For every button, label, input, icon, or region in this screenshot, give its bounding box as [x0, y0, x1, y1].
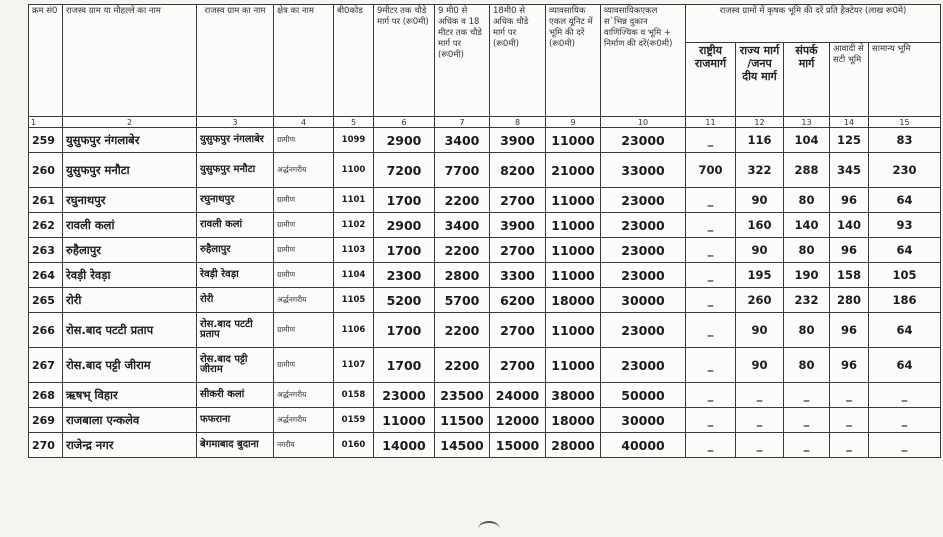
- cell-agri-rate-nh: _: [686, 383, 736, 408]
- header-bcode: बी0कोड: [334, 5, 374, 117]
- col-number: 14: [830, 117, 869, 128]
- cell-rate-road-9-18m: 3400: [435, 128, 490, 153]
- cell-bcode: 1102: [334, 213, 374, 238]
- col-number: 13: [784, 117, 830, 128]
- cell-agri-rate-link: 80: [784, 188, 830, 213]
- cell-revenue-village-name: रेवड़ी रेवड़ा: [197, 263, 274, 288]
- cell-agri-rate-link: 140: [784, 213, 830, 238]
- cell-agri-rate-nh: _: [686, 188, 736, 213]
- cell-rate-road-9-18m: 11500: [435, 408, 490, 433]
- cell-area-type: ग्रामीण: [274, 188, 334, 213]
- cell-bcode: 0158: [334, 383, 374, 408]
- cell-serial-number: 265: [29, 288, 63, 313]
- table-row: [29, 348, 941, 383]
- cell-area-type: ग्रामीण: [274, 348, 334, 383]
- cell-serial-number: 261: [29, 188, 63, 213]
- cell-bcode: 1104: [334, 263, 374, 288]
- col-number: 6: [374, 117, 435, 128]
- cell-agri-rate-link: 80: [784, 313, 830, 348]
- header-road-9m: 9मीटर तक चौडे मार्ग पर (रू0मी): [374, 5, 435, 117]
- cell-revenue-village-name: रघुनाथपुर: [197, 188, 274, 213]
- cell-village-name: रेवड़ी रेवड़ा: [63, 263, 197, 288]
- cell-rate-road-9m: 11000: [374, 408, 435, 433]
- cell-village-name: ऋषभ् विहार: [63, 383, 197, 408]
- cell-rate-road-9m: 1700: [374, 313, 435, 348]
- cell-agri-rate-sh: _: [736, 433, 784, 458]
- cell-rate-commercial: 18000: [546, 288, 601, 313]
- cell-agri-rate-general: _: [869, 433, 941, 458]
- cell-rate-road-18m: 24000: [490, 383, 546, 408]
- col-number: 1: [29, 117, 63, 128]
- cell-agri-rate-abadi: 96: [830, 348, 869, 383]
- cell-rate-road-9m: 2300: [374, 263, 435, 288]
- cell-village-name: रोस.बाद पटटी प्रताप: [63, 313, 197, 348]
- cell-revenue-village-name: रुहैलापुर: [197, 238, 274, 263]
- cell-agri-rate-nh: _: [686, 263, 736, 288]
- cell-rate-commercial-build: 23000: [601, 213, 686, 238]
- cell-rate-commercial-build: 23000: [601, 313, 686, 348]
- cell-agri-rate-nh: _: [686, 288, 736, 313]
- cell-bcode: 1105: [334, 288, 374, 313]
- cell-area-type: ग्रामीण: [274, 263, 334, 288]
- cell-rate-commercial: 11000: [546, 188, 601, 213]
- cell-rate-road-9m: 2900: [374, 128, 435, 153]
- header-revenue-village: राजस्व ग्राम का नाम: [197, 5, 274, 117]
- cell-serial-number: 260: [29, 153, 63, 188]
- table-row: [29, 238, 941, 263]
- cell-rate-road-9m: 23000: [374, 383, 435, 408]
- cell-rate-commercial: 11000: [546, 128, 601, 153]
- header-general: सामान्य भूमि: [869, 43, 941, 117]
- cell-serial-number: 267: [29, 348, 63, 383]
- col-number: 7: [435, 117, 490, 128]
- cell-rate-commercial: 11000: [546, 313, 601, 348]
- cell-agri-rate-general: 64: [869, 238, 941, 263]
- cell-agri-rate-general: 105: [869, 263, 941, 288]
- cell-bcode: 1106: [334, 313, 374, 348]
- cell-agri-rate-sh: 260: [736, 288, 784, 313]
- header-commercial-build: व्यावसायिकएकल स`भिन्न दुकान वाणिज्यिक व भूमि + निर्माण की दरें(रू0मी): [601, 5, 686, 117]
- cell-agri-rate-nh: _: [686, 408, 736, 433]
- cell-agri-rate-link: _: [784, 383, 830, 408]
- header-commercial: व्यावसायिक एकल यूनिट में भूमि की दरें (रू0मी): [546, 5, 601, 117]
- cell-revenue-village-name: रोस.बाद पटटी प्रताप: [197, 313, 274, 348]
- cell-serial-number: 262: [29, 213, 63, 238]
- cell-agri-rate-general: 230: [869, 153, 941, 188]
- cell-agri-rate-link: 232: [784, 288, 830, 313]
- cell-rate-road-9m: 5200: [374, 288, 435, 313]
- cell-rate-road-9-18m: 2200: [435, 348, 490, 383]
- cell-rate-commercial-build: 50000: [601, 383, 686, 408]
- cell-agri-rate-sh: 116: [736, 128, 784, 153]
- header-sh: राज्य मार्ग /जनप दीय मार्ग: [736, 43, 784, 117]
- cell-agri-rate-sh: 160: [736, 213, 784, 238]
- cell-area-type: ग्रामीण: [274, 213, 334, 238]
- cell-agri-rate-general: _: [869, 408, 941, 433]
- col-number: 9: [546, 117, 601, 128]
- cell-agri-rate-sh: 90: [736, 238, 784, 263]
- col-number: 15: [869, 117, 941, 128]
- table-row: [29, 383, 941, 408]
- col-number: 12: [736, 117, 784, 128]
- cell-rate-road-18m: 2700: [490, 348, 546, 383]
- cell-village-name: रोरी: [63, 288, 197, 313]
- cell-rate-commercial-build: 33000: [601, 153, 686, 188]
- cell-rate-commercial-build: 40000: [601, 433, 686, 458]
- cell-area-type: नगरीय: [274, 433, 334, 458]
- cell-agri-rate-link: 80: [784, 348, 830, 383]
- cell-agri-rate-general: 64: [869, 313, 941, 348]
- header-nh: राष्ट्रीय राजमार्ग: [686, 43, 736, 117]
- cell-rate-road-9-18m: 5700: [435, 288, 490, 313]
- cell-rate-road-9-18m: 2200: [435, 313, 490, 348]
- cell-revenue-village-name: बेगमाबाद बुदाना: [197, 433, 274, 458]
- cell-rate-road-9m: 7200: [374, 153, 435, 188]
- cell-rate-road-18m: 15000: [490, 433, 546, 458]
- cell-rate-commercial: 11000: [546, 238, 601, 263]
- cell-village-name: राजेन्द्र नगर: [63, 433, 197, 458]
- header-village-mohalla: राजस्व ग्राम या मौहल्ले का नाम: [63, 5, 197, 117]
- header-link: संपर्क मार्ग: [784, 43, 830, 117]
- cell-area-type: अर्द्धनगरीय: [274, 408, 334, 433]
- header-row: [29, 5, 941, 43]
- cell-agri-rate-abadi: _: [830, 408, 869, 433]
- cell-agri-rate-general: 186: [869, 288, 941, 313]
- cell-bcode: 1101: [334, 188, 374, 213]
- header-agri-group: राजस्व ग्रामों में कृषक भूमि की दरें प्रति हैक्टेयर (लाख रू0मे): [686, 5, 941, 43]
- cell-agri-rate-link: 104: [784, 128, 830, 153]
- cell-agri-rate-sh: 322: [736, 153, 784, 188]
- cell-agri-rate-abadi: 345: [830, 153, 869, 188]
- cell-agri-rate-general: _: [869, 383, 941, 408]
- cell-rate-commercial-build: 23000: [601, 128, 686, 153]
- table-row: [29, 128, 941, 153]
- header-road-9-18m: 9 मी0 से अधिक व 18 मीटर तक चौडे मार्ग पर (रू0मी): [435, 5, 490, 117]
- cell-rate-road-9-18m: 7700: [435, 153, 490, 188]
- cell-rate-commercial-build: 23000: [601, 188, 686, 213]
- cell-serial-number: 259: [29, 128, 63, 153]
- cell-rate-commercial: 18000: [546, 408, 601, 433]
- circle-rate-table: [28, 4, 941, 458]
- cell-agri-rate-sh: _: [736, 383, 784, 408]
- cell-agri-rate-abadi: 96: [830, 188, 869, 213]
- cell-bcode: 0159: [334, 408, 374, 433]
- col-number: 10: [601, 117, 686, 128]
- cell-revenue-village-name: फफराना: [197, 408, 274, 433]
- cell-bcode: 1099: [334, 128, 374, 153]
- cell-rate-road-18m: 3900: [490, 213, 546, 238]
- cell-rate-road-9m: 1700: [374, 238, 435, 263]
- cell-village-name: रघुनाथपुर: [63, 188, 197, 213]
- cell-agri-rate-link: 190: [784, 263, 830, 288]
- page-corner-mark: [478, 521, 500, 537]
- cell-rate-road-18m: 12000: [490, 408, 546, 433]
- table-row: [29, 433, 941, 458]
- cell-agri-rate-abadi: 96: [830, 313, 869, 348]
- cell-revenue-village-name: रोस.बाद पट्टी जीराम: [197, 348, 274, 383]
- col-number: 3: [197, 117, 274, 128]
- cell-agri-rate-general: 64: [869, 348, 941, 383]
- cell-rate-road-9m: 2900: [374, 213, 435, 238]
- cell-agri-rate-sh: 90: [736, 348, 784, 383]
- cell-rate-commercial: 11000: [546, 263, 601, 288]
- header-area: क्षेत्र का नाम: [274, 5, 334, 117]
- cell-rate-road-9-18m: 2200: [435, 238, 490, 263]
- col-number: 11: [686, 117, 736, 128]
- cell-agri-rate-nh: _: [686, 348, 736, 383]
- table-row: [29, 153, 941, 188]
- cell-rate-road-18m: 2700: [490, 238, 546, 263]
- cell-village-name: युसुफपुर मनौटा: [63, 153, 197, 188]
- cell-village-name: रुहैलापुर: [63, 238, 197, 263]
- cell-area-type: ग्रामीण: [274, 128, 334, 153]
- cell-agri-rate-nh: _: [686, 213, 736, 238]
- cell-serial-number: 266: [29, 313, 63, 348]
- table-row: [29, 188, 941, 213]
- cell-agri-rate-link: _: [784, 408, 830, 433]
- cell-rate-commercial-build: 23000: [601, 263, 686, 288]
- cell-area-type: अर्द्धनगरीय: [274, 288, 334, 313]
- cell-agri-rate-nh: _: [686, 313, 736, 348]
- cell-agri-rate-abadi: 280: [830, 288, 869, 313]
- header-sno: क्रम सं0: [29, 5, 63, 117]
- cell-agri-rate-sh: 90: [736, 188, 784, 213]
- table-body: [29, 128, 941, 458]
- cell-agri-rate-sh: 90: [736, 313, 784, 348]
- cell-rate-commercial: 11000: [546, 348, 601, 383]
- cell-rate-commercial: 21000: [546, 153, 601, 188]
- table-row: [29, 213, 941, 238]
- table-row: [29, 288, 941, 313]
- cell-agri-rate-general: 93: [869, 213, 941, 238]
- cell-agri-rate-abadi: 125: [830, 128, 869, 153]
- cell-rate-road-9-18m: 2200: [435, 188, 490, 213]
- cell-rate-road-9-18m: 23500: [435, 383, 490, 408]
- cell-agri-rate-nh: _: [686, 238, 736, 263]
- cell-agri-rate-link: 80: [784, 238, 830, 263]
- cell-bcode: 1100: [334, 153, 374, 188]
- rate-table-sheet: [28, 4, 940, 458]
- cell-rate-commercial-build: 23000: [601, 348, 686, 383]
- cell-serial-number: 268: [29, 383, 63, 408]
- cell-rate-commercial-build: 23000: [601, 238, 686, 263]
- cell-agri-rate-general: 64: [869, 188, 941, 213]
- cell-agri-rate-link: _: [784, 433, 830, 458]
- header-road-18m: 18मी0 से अधिक चौडे मार्ग पर (रू0मी): [490, 5, 546, 117]
- cell-rate-road-9-18m: 2800: [435, 263, 490, 288]
- cell-agri-rate-nh: 700: [686, 153, 736, 188]
- cell-rate-commercial-build: 30000: [601, 288, 686, 313]
- cell-agri-rate-nh: _: [686, 128, 736, 153]
- cell-rate-commercial-build: 30000: [601, 408, 686, 433]
- cell-area-type: ग्रामीण: [274, 238, 334, 263]
- cell-rate-commercial: 28000: [546, 433, 601, 458]
- cell-revenue-village-name: रोरी: [197, 288, 274, 313]
- col-number: 2: [63, 117, 197, 128]
- cell-revenue-village-name: युसुफपुर मनौटा: [197, 153, 274, 188]
- cell-village-name: रोस.बाद पट्टी जीराम: [63, 348, 197, 383]
- cell-rate-road-18m: 2700: [490, 188, 546, 213]
- cell-rate-road-18m: 3300: [490, 263, 546, 288]
- cell-agri-rate-sh: 195: [736, 263, 784, 288]
- cell-rate-commercial: 38000: [546, 383, 601, 408]
- cell-area-type: ग्रामीण: [274, 313, 334, 348]
- cell-agri-rate-abadi: 140: [830, 213, 869, 238]
- column-number-row: [29, 117, 941, 128]
- cell-rate-road-9m: 1700: [374, 188, 435, 213]
- cell-village-name: राजबाला एन्कलेव: [63, 408, 197, 433]
- cell-rate-road-9m: 14000: [374, 433, 435, 458]
- cell-rate-road-9m: 1700: [374, 348, 435, 383]
- cell-rate-road-18m: 8200: [490, 153, 546, 188]
- cell-area-type: अर्द्धनगरीय: [274, 383, 334, 408]
- table-row: [29, 263, 941, 288]
- cell-serial-number: 264: [29, 263, 63, 288]
- cell-revenue-village-name: सीकरी कलां: [197, 383, 274, 408]
- cell-agri-rate-sh: _: [736, 408, 784, 433]
- cell-rate-road-18m: 3900: [490, 128, 546, 153]
- cell-bcode: 1103: [334, 238, 374, 263]
- cell-village-name: युसुफपुर नंगलाबेर: [63, 128, 197, 153]
- cell-rate-road-18m: 6200: [490, 288, 546, 313]
- cell-rate-commercial: 11000: [546, 213, 601, 238]
- cell-agri-rate-abadi: _: [830, 383, 869, 408]
- cell-serial-number: 270: [29, 433, 63, 458]
- cell-agri-rate-abadi: 158: [830, 263, 869, 288]
- cell-rate-road-9-18m: 3400: [435, 213, 490, 238]
- cell-agri-rate-link: 288: [784, 153, 830, 188]
- cell-bcode: 1107: [334, 348, 374, 383]
- cell-agri-rate-abadi: _: [830, 433, 869, 458]
- cell-rate-road-18m: 2700: [490, 313, 546, 348]
- cell-agri-rate-nh: _: [686, 433, 736, 458]
- col-number: 8: [490, 117, 546, 128]
- cell-rate-road-9-18m: 14500: [435, 433, 490, 458]
- cell-serial-number: 263: [29, 238, 63, 263]
- cell-area-type: अर्द्धनगरीय: [274, 153, 334, 188]
- cell-bcode: 0160: [334, 433, 374, 458]
- table-row: [29, 313, 941, 348]
- header-abadi: आवादी से सटी भूमि: [830, 43, 869, 117]
- cell-agri-rate-abadi: 96: [830, 238, 869, 263]
- table-row: [29, 408, 941, 433]
- cell-agri-rate-general: 83: [869, 128, 941, 153]
- cell-village-name: रावली कलां: [63, 213, 197, 238]
- col-number: 4: [274, 117, 334, 128]
- col-number: 5: [334, 117, 374, 128]
- cell-serial-number: 269: [29, 408, 63, 433]
- cell-revenue-village-name: रावली कलां: [197, 213, 274, 238]
- cell-revenue-village-name: युसुफपुर नंगलाबेर: [197, 128, 274, 153]
